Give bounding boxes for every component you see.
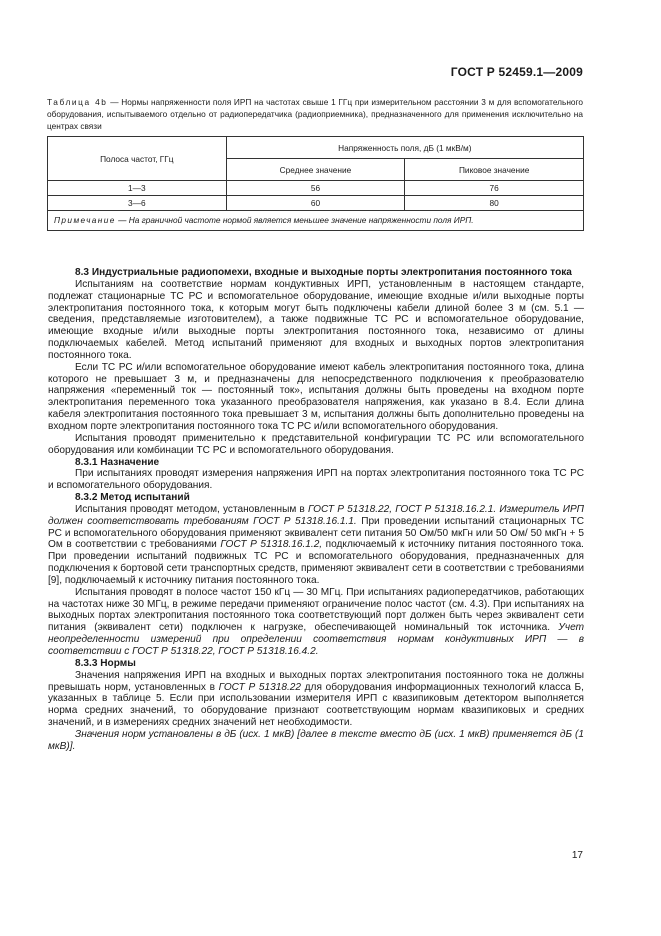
cell-peak: 80: [405, 196, 584, 211]
header-peak: Пиковое значение: [405, 159, 584, 181]
paragraph: При испытаниях проводят измерения напряжения ИРП на портах электропитания постоянного тока ТС РС и вспомогательного оборудования.: [48, 468, 584, 492]
section-8-3-1-title: 8.3.1 Назначение: [75, 456, 160, 468]
text-run: При проведении испытаний стационарных ТС РС и вспомогательного оборудования применяют эквивалент сети питания 50 Ом/50 мкГн или 50 Ом/ 50 мкГн + 5 Ом в соответствии с требованиями: [48, 515, 584, 551]
cell-average: 60: [226, 196, 405, 211]
text-run: Испытания проводят методом, установленным в: [75, 503, 308, 515]
paragraph: Значения норм установлены в дБ (исх. 1 мкВ) [далее в тексте вместо дБ (исх. 1 мкВ) применяется дБ (1 мкВ)].: [48, 728, 584, 752]
header-frequency-band: Полоса частот, ГГц: [48, 137, 227, 181]
paragraph: [48, 504, 584, 587]
header-field-strength: Напряженность поля, дБ (1 мкВ/м): [226, 137, 583, 159]
table-row: [48, 196, 584, 211]
text-run: Значения напряжения ИРП на входных и выходных портах электропитания постоянного тока не должны превышать норм, установленных в: [48, 669, 584, 693]
text-run: Испытания проводят в полосе частот 150 кГц — 30 МГц. При испытаниях радиопередатчиков, работающих на частотах ниже 30 МГц, в режиме передачи применяют ограничение полос частот (см. 4.3). При испытаниях на выходных портах электропитания постоянного тока соответствующий порт должен быть через эквивалент сети питания (эквивалент сети) подключен к нагрузке, обеспечивающей номинальный ток источника.: [48, 586, 584, 634]
section-8-3-2-title: 8.3.2 Метод испытаний: [75, 492, 190, 504]
paragraph: [48, 587, 584, 658]
paragraph: [48, 670, 584, 729]
note-text: — На граничной частоте нормой является меньшее значение напряженности поля ИРП.: [118, 215, 474, 225]
note-label: Примечание: [54, 215, 116, 225]
body-text: [48, 267, 584, 753]
cell-average: 56: [226, 181, 405, 196]
table-caption-text: — Нормы напряженности поля ИРП на частотах свыше 1 ГГц при измерительном расстоянии 3 м для вспомогательного оборудования, испытываемого отдельно от радиопередатчика (радиоприемника), предназначенного для применения исключительно на центрах связи: [47, 97, 583, 131]
section-8-3-3-title: 8.3.3 Нормы: [75, 657, 136, 669]
paragraph: Испытания проводят применительно к представительной конфигурации ТС РС или вспомогательного оборудования или комбинации ТС РС и вспомогательного оборудования.: [48, 432, 584, 456]
table-caption-label: Таблица 4b: [47, 97, 108, 107]
table-note: [48, 211, 584, 231]
paragraph: Испытаниям на соответствие нормам кондуктивных ИРП, установленным в настоящем стандарте, подлежат стационарные ТС РС и вспомогательное оборудование, имеющие входные и/или выходные порты электропитания постоянного тока, к которым могут быть подключены кабели длиной более 3 м (см. 5.1 — сведения, представляемые изготовителем), а также подвижные ТС РС и вспомогательное оборудование, имеющие входные и/или выходные порты электропитания постоянного тока, независимо от длины подключаемых кабелей. Метод испытаний применяют для входных и выходных портов электропитания постоянного тока.: [48, 278, 584, 361]
text-run-italic: Учет неопределенности измерений при определении соответствия нормам кондуктивных ИРП — в соответствии с ГОСТ Р 51318.22, ГОСТ Р 51318.16.4.2.: [48, 622, 584, 657]
text-run: подключаемый к источнику питания постоянного тока. При проведении испытаний подвижных ТС РС и вспомогательного оборудования, предназначенных для подключения к бортовой сети транспортных средств, применяют эквивалент сети в соответствии с требованиями [9], подключаемый к источнику питания постоянного тока.: [48, 539, 584, 586]
text-run-italic: ГОСТ Р 51318.22: [218, 681, 301, 693]
text-run-italic: ГОСТ Р 51318.22, ГОСТ Р 51318.16.2.1. Измеритель ИРП должен соответствовать требованиям ГОСТ Р 51318.16.1.1.: [48, 503, 584, 527]
text-run-italic: ГОСТ Р 51318.16.1.2,: [220, 539, 323, 551]
cell-peak: 76: [405, 181, 584, 196]
header-average: Среднее значение: [226, 159, 405, 181]
text-run: для оборудования информационных технологий класса Б, указанных в таблице 5. Если при использовании измерителя ИРП с квазипиковым детектором выполняется норма средних значений, то оборудование признают соответствующим нормам квазипиковых и средних значений, и в измерениях средних значений нет необходимости.: [48, 681, 584, 729]
section-8-3-title: 8.3 Индустриальные радиопомехи, входные и выходные порты электропитания постоянного тока: [75, 267, 572, 278]
cell-band: 3—6: [48, 196, 227, 211]
norms-table: [47, 136, 584, 231]
paragraph: Если ТС РС и/или вспомогательное оборудование имеют кабель электропитания постоянного тока, длина которого не превышает 3 м, и предназначены для непосредственного подключения к преобразователю напряжения «переменный ток — постоянный ток», испытания должны быть проведены на входном порте электропитания переменного тока указанного преобразователя напряжения, как указано в 8.4. Если длина кабеля электропитания постоянного тока превышает 3 м, испытания должны быть дополнительно проведены на входном порте электропитания постоянного тока ТС РС и/или вспомогательного оборудования.: [48, 361, 584, 432]
table-caption: [47, 96, 583, 132]
table-row: [48, 181, 584, 196]
page-number: 17: [571, 850, 583, 861]
cell-band: 1—3: [48, 181, 227, 196]
document-code: ГОСТ Р 52459.1—2009: [450, 65, 583, 79]
